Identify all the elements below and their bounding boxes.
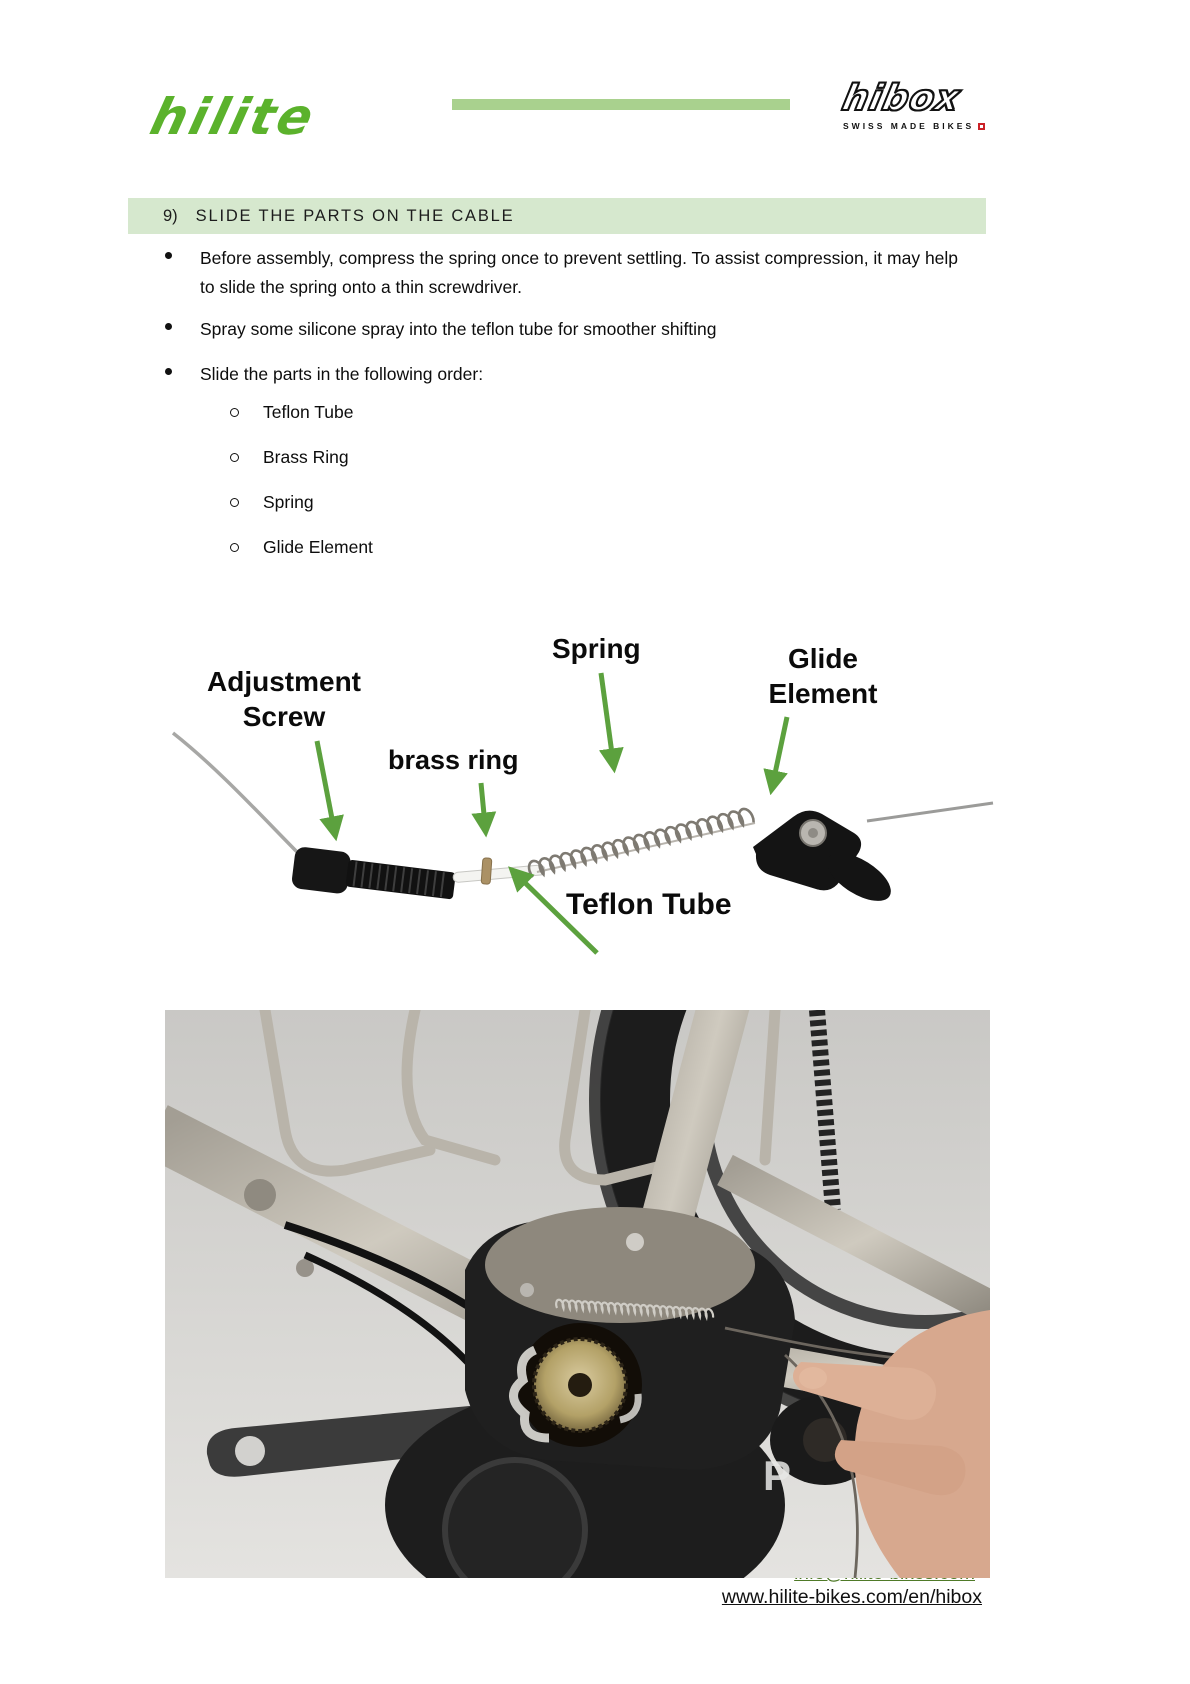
motor-assembly-photo xyxy=(165,1010,990,1578)
spring-art xyxy=(529,809,754,877)
circle-bullet-icon xyxy=(230,408,239,417)
arrow-brass-ring xyxy=(481,783,485,825)
bullet-dot-icon xyxy=(165,252,172,259)
circle-bullet-icon xyxy=(230,543,239,552)
bullet-item xyxy=(165,244,975,302)
sub-bullet-item xyxy=(230,402,353,423)
hilite-logo: hilite xyxy=(144,88,323,146)
bullet-item xyxy=(165,360,975,389)
section-number: 9) xyxy=(163,206,178,225)
bullet-item xyxy=(165,315,975,344)
swiss-red-square-icon xyxy=(978,123,985,130)
bullet-text: Spray some silicone spray into the teflon tube for smoother shifting xyxy=(200,319,717,339)
label-teflon-tube: Teflon Tube xyxy=(566,888,732,921)
brass-ring-art xyxy=(481,858,492,885)
website-link[interactable]: www.hilite-bikes.com/en/hibox xyxy=(721,1586,982,1608)
motor-brand-letter: P xyxy=(763,1452,792,1499)
bullet-text: Slide the parts in the following order: xyxy=(200,364,484,384)
pedal-axle xyxy=(445,1460,585,1578)
arrow-adjustment-screw xyxy=(317,741,334,829)
sub-bullet-item xyxy=(230,492,314,513)
header-divider-bar xyxy=(452,99,790,110)
bullet-dot-icon xyxy=(165,368,172,375)
label-brass-ring: brass ring xyxy=(388,745,519,775)
section-title: SLIDE THE PARTS ON THE CABLE xyxy=(195,206,515,225)
sub-bullet-text: Brass Ring xyxy=(263,447,349,467)
sub-bullet-item xyxy=(230,447,349,468)
sub-bullet-text: Teflon Tube xyxy=(263,402,354,422)
hibox-tagline-text: SWISS MADE BIKES xyxy=(843,121,975,131)
circle-bullet-icon xyxy=(230,498,239,507)
cable-wire-left xyxy=(173,733,303,858)
cable-parts-diagram xyxy=(165,625,995,995)
arrow-spring xyxy=(601,673,613,761)
section-heading xyxy=(128,198,986,234)
bullet-text: Before assembly, compress the spring once to prevent settling. To assist compression, it may help to slide the spring onto a thin screwdriver. xyxy=(200,248,959,297)
arrow-glide-element xyxy=(773,717,787,783)
label-adjustment-screw: Adjustment Screw xyxy=(207,666,361,732)
bullet-dot-icon xyxy=(165,323,172,330)
circle-bullet-icon xyxy=(230,453,239,462)
sub-bullet-text: Spring xyxy=(263,492,314,512)
sub-bullet-item xyxy=(230,537,373,558)
label-glide-element: Glide Element xyxy=(768,643,878,709)
cable-wire-right xyxy=(867,803,993,821)
label-spring: Spring xyxy=(552,633,641,664)
hibox-logo: hibox xyxy=(838,78,965,119)
glide-element-art xyxy=(753,811,899,911)
motor-photo-art xyxy=(165,1010,990,1578)
adjustment-screw-art xyxy=(291,846,457,907)
hibox-logo-block xyxy=(838,78,1013,131)
sub-bullet-text: Glide Element xyxy=(263,537,373,557)
hibox-tagline xyxy=(843,121,1013,131)
